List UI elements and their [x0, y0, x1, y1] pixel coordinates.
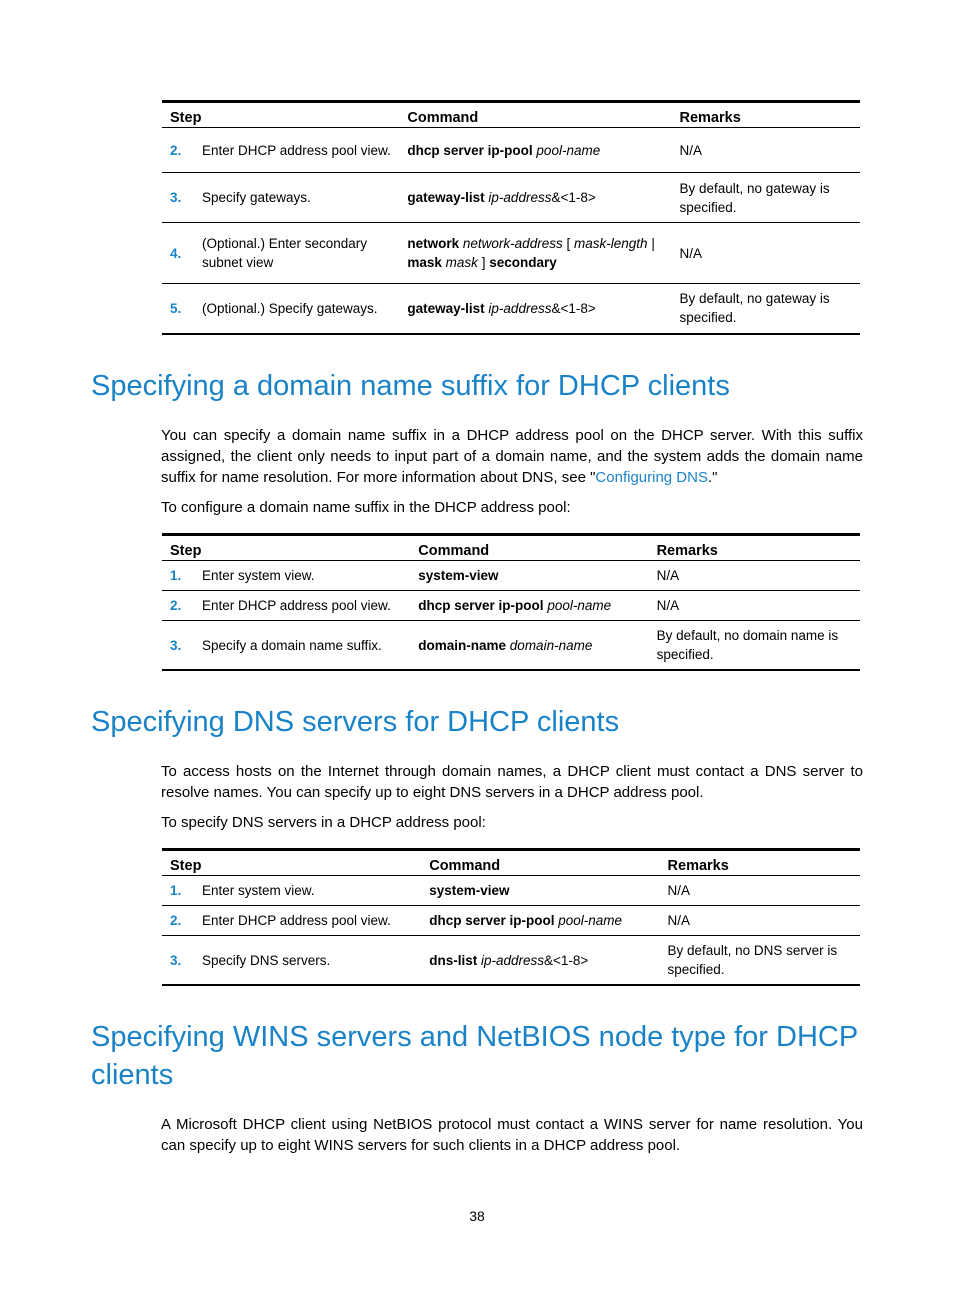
step-description: (Optional.) Enter secondary subnet view [194, 223, 399, 284]
step-description: Enter DHCP address pool view. [194, 128, 399, 173]
page-number: 38 [469, 1208, 485, 1224]
step-remarks: N/A [660, 876, 860, 906]
table-row [162, 621, 860, 671]
command-argument: ip-address [488, 190, 552, 205]
command-text: [ [566, 236, 571, 251]
table-row [162, 223, 860, 284]
command-keyword: dns-list [429, 952, 478, 968]
table-header-row [162, 535, 860, 561]
command-keyword: dhcp server ip-pool [407, 142, 533, 158]
step-command [399, 223, 671, 284]
paragraph-dns-lead: To specify DNS servers in a DHCP address pool: [161, 814, 486, 831]
paragraph-text: You can specify a domain name suffix in a DHCP address pool on the DHCP server. With this suffix assigned, the client only needs to input part of a domain name, and the system adds the domain name suffix for name resolution. For more information about DNS, see " [161, 427, 863, 486]
step-command [421, 876, 659, 906]
paragraph-dns-intro: To access hosts on the Internet through domain names, a DHCP client must contact a DNS server to resolve names. You can specify up to eight DNS servers in a DHCP address pool. [161, 763, 863, 801]
steps-table-2 [162, 533, 860, 671]
header-remarks: Remarks [672, 102, 861, 128]
command-text: &<1-8> [551, 300, 596, 316]
command-text: &<1-8> [544, 952, 589, 968]
step-remarks: N/A [672, 128, 861, 173]
command-text: &<1-8> [551, 190, 596, 205]
step-remarks: N/A [672, 223, 861, 284]
step-number: 1. [162, 876, 194, 906]
command-argument: pool-name [536, 142, 601, 158]
step-remarks: N/A [649, 561, 860, 591]
command-argument: pool-name [547, 598, 612, 613]
step-description: Specify a domain name suffix. [194, 621, 410, 671]
step-remarks: N/A [660, 906, 860, 936]
step-description: Specify DNS servers. [194, 936, 421, 986]
step-number: 4. [162, 223, 194, 284]
paragraph-text: ." [707, 469, 718, 486]
command-keyword: gateway-list [407, 300, 485, 316]
step-command [410, 621, 648, 671]
command-keyword: mask [407, 255, 442, 270]
section-heading-dns-servers: Specifying DNS servers for DHCP clients [91, 706, 620, 738]
header-command: Command [421, 850, 659, 876]
command-text: ] [481, 255, 486, 270]
section-heading-domain-suffix: Specifying a domain name suffix for DHCP clients [91, 370, 730, 402]
command-argument: domain-name [509, 637, 593, 653]
header-remarks: Remarks [649, 535, 860, 561]
table-row [162, 591, 860, 621]
header-remarks: Remarks [660, 850, 860, 876]
header-step: Step [162, 535, 410, 561]
step-description: Enter system view. [194, 561, 410, 591]
table-header-row [162, 102, 860, 128]
steps-table-3 [162, 848, 860, 986]
header-command: Command [399, 102, 671, 128]
section-heading-wins-servers: Specifying WINS servers and NetBIOS node type for DHCP clients [91, 1021, 858, 1091]
command-keyword: gateway-list [407, 190, 485, 205]
table-row [162, 284, 860, 334]
step-description: (Optional.) Specify gateways. [194, 284, 399, 334]
command-keyword: system-view [429, 883, 510, 898]
step-remarks: By default, no DNS server is specified. [660, 936, 860, 986]
step-remarks: N/A [649, 591, 860, 621]
command-keyword: network [407, 236, 460, 251]
command-keyword: dhcp server ip-pool [429, 913, 555, 928]
step-number: 2. [162, 906, 194, 936]
step-number: 3. [162, 173, 194, 223]
command-argument: ip-address [481, 952, 545, 968]
configuring-dns-link[interactable]: Configuring DNS [595, 469, 708, 486]
table-header-row [162, 850, 860, 876]
command-argument: network-address [462, 236, 563, 251]
step-remarks: By default, no domain name is specified. [649, 621, 860, 671]
table-row [162, 561, 860, 591]
header-command: Command [410, 535, 648, 561]
step-command [410, 561, 648, 591]
table-row [162, 128, 860, 173]
step-number: 3. [162, 936, 194, 986]
step-number: 3. [162, 621, 194, 671]
command-argument: pool-name [558, 913, 623, 928]
paragraph-wins-intro: A Microsoft DHCP client using NetBIOS protocol must contact a WINS server for name resolution. You can specify up to eight WINS servers for such clients in a DHCP address pool. [161, 1116, 863, 1154]
step-number: 2. [162, 591, 194, 621]
command-keyword: domain-name [418, 637, 507, 653]
step-remarks: By default, no gateway is specified. [672, 284, 861, 334]
command-keyword: dhcp server ip-pool [418, 598, 544, 613]
command-keyword: system-view [418, 568, 499, 583]
command-keyword: secondary [489, 255, 557, 270]
table-row [162, 936, 860, 986]
table-row [162, 876, 860, 906]
step-command [399, 284, 671, 334]
steps-table-1 [162, 100, 860, 335]
step-number: 2. [162, 128, 194, 173]
step-command [421, 936, 659, 986]
step-description: Enter DHCP address pool view. [194, 906, 421, 936]
paragraph-domain-suffix-lead: To configure a domain name suffix in the DHCP address pool: [161, 499, 571, 516]
step-command [399, 173, 671, 223]
step-command [410, 591, 648, 621]
step-description: Specify gateways. [194, 173, 399, 223]
step-number: 1. [162, 561, 194, 591]
table-row [162, 906, 860, 936]
header-step: Step [162, 102, 399, 128]
step-description: Enter DHCP address pool view. [194, 591, 410, 621]
command-argument: ip-address [488, 300, 552, 316]
command-text: | [651, 236, 655, 251]
header-step: Step [162, 850, 421, 876]
step-command [399, 128, 671, 173]
command-argument: mask-length [574, 236, 648, 251]
paragraph-domain-suffix-intro [161, 425, 863, 488]
step-number: 5. [162, 284, 194, 334]
command-argument: mask [445, 255, 478, 270]
step-command [421, 906, 659, 936]
table-row [162, 173, 860, 223]
step-remarks: By default, no gateway is specified. [672, 173, 861, 223]
step-description: Enter system view. [194, 876, 421, 906]
